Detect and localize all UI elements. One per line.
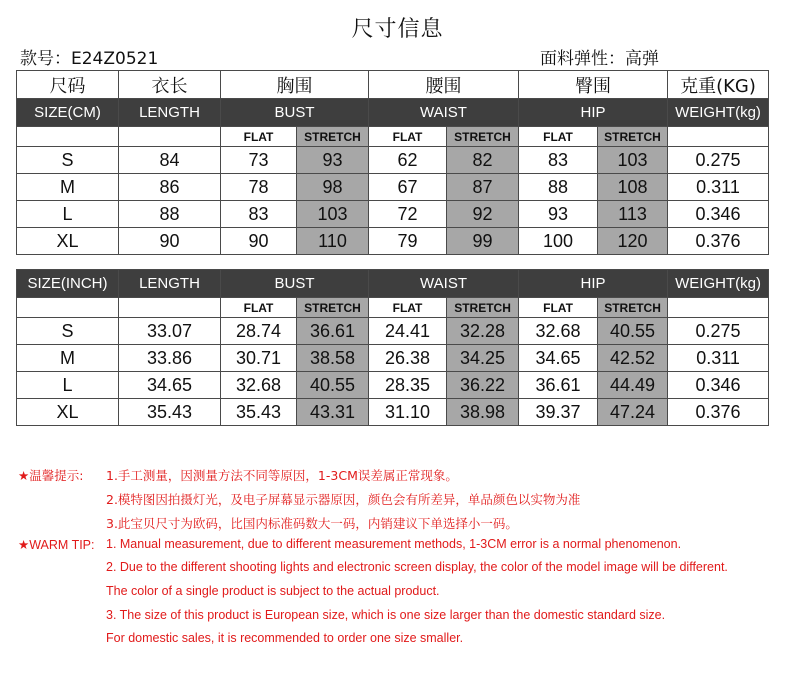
subheader-row xyxy=(17,298,769,318)
measurement-cell: 34.65 xyxy=(519,345,598,372)
measurement-cell: 83 xyxy=(519,147,598,174)
measurement-cell: 78 xyxy=(221,174,297,201)
measurement-cell: 83 xyxy=(221,201,297,228)
table-row xyxy=(17,372,769,399)
cn-header-hip: 臀围 xyxy=(519,71,668,99)
table-row xyxy=(17,228,769,255)
measurement-cell: 33.07 xyxy=(119,318,221,345)
header-size: SIZE(CM) xyxy=(17,99,119,127)
en-tip-line: 2. Due to the different shooting lights and electronic screen display, the color of the model image will be different. xyxy=(106,560,728,574)
fabric-elasticity: 面料弹性：高弹 xyxy=(540,49,659,69)
measurement-cell: 92 xyxy=(447,201,519,228)
header-length: LENGTH xyxy=(119,99,221,127)
cn-tip-line: 3.此宝贝尺寸为欧码，比国内标准码数大一码，内销建议下单选择小一码。 xyxy=(106,516,518,531)
measurement-cell: 73 xyxy=(221,147,297,174)
size-label-cell: XL xyxy=(17,399,119,426)
measurement-cell: 35.43 xyxy=(221,399,297,426)
size-label-cell: M xyxy=(17,174,119,201)
measurement-cell: 86 xyxy=(119,174,221,201)
header-weight: WEIGHT(kg) xyxy=(668,270,769,298)
measurement-cell: 88 xyxy=(119,201,221,228)
en-tip-line: For domestic sales, it is recommended to order one size smaller. xyxy=(106,631,464,645)
measurement-cell: 38.58 xyxy=(297,345,369,372)
measurement-cell: 98 xyxy=(297,174,369,201)
measurement-cell: 31.10 xyxy=(369,399,447,426)
measurement-cell: 30.71 xyxy=(221,345,297,372)
subheader-flat: FLAT xyxy=(369,298,447,318)
subheader-empty xyxy=(119,298,221,318)
measurement-cell: 35.43 xyxy=(119,399,221,426)
header-row xyxy=(17,99,769,127)
header-bust: BUST xyxy=(221,99,369,127)
size-label-cell: XL xyxy=(17,228,119,255)
measurement-cell: 84 xyxy=(119,147,221,174)
measurement-cell: 24.41 xyxy=(369,318,447,345)
en-tip-line: 1. Manual measurement, due to different measurement methods, 1-3CM error is a normal phenomenon. xyxy=(106,537,682,551)
subheader-empty xyxy=(17,298,119,318)
subheader-empty xyxy=(668,127,769,147)
en-tip-line: The color of a single product is subject to the actual product. xyxy=(106,584,440,598)
measurement-cell: 108 xyxy=(598,174,668,201)
table-row xyxy=(17,147,769,174)
table-row xyxy=(17,318,769,345)
table-row xyxy=(17,399,769,426)
measurement-cell: 62 xyxy=(369,147,447,174)
subheader-empty xyxy=(119,127,221,147)
cn-header-bust: 胸围 xyxy=(221,71,369,99)
measurement-cell: 103 xyxy=(598,147,668,174)
measurement-cell: 34.65 xyxy=(119,372,221,399)
measurement-cell: 47.24 xyxy=(598,399,668,426)
table-row xyxy=(17,345,769,372)
measurement-cell: 42.52 xyxy=(598,345,668,372)
measurement-cell: 36.61 xyxy=(519,372,598,399)
measurement-cell: 0.311 xyxy=(668,174,769,201)
measurement-cell: 87 xyxy=(447,174,519,201)
header-hip: HIP xyxy=(519,99,668,127)
measurement-cell: 0.376 xyxy=(668,228,769,255)
table-row xyxy=(17,174,769,201)
measurement-cell: 26.38 xyxy=(369,345,447,372)
subheader-flat: FLAT xyxy=(519,127,598,147)
cn-header-length: 衣长 xyxy=(119,71,221,99)
measurement-cell: 40.55 xyxy=(598,318,668,345)
measurement-cell: 39.37 xyxy=(519,399,598,426)
measurement-cell: 0.275 xyxy=(668,147,769,174)
page-title: 尺寸信息 xyxy=(351,17,444,42)
size-rows-inch xyxy=(17,318,769,426)
subheader-flat: FLAT xyxy=(221,127,297,147)
measurement-cell: 38.98 xyxy=(447,399,519,426)
measurement-cell: 110 xyxy=(297,228,369,255)
cn-header-waist: 腰围 xyxy=(369,71,519,99)
header-row xyxy=(17,270,769,298)
measurement-cell: 88 xyxy=(519,174,598,201)
measurement-cell: 0.376 xyxy=(668,399,769,426)
subheader-row xyxy=(17,127,769,147)
measurement-cell: 93 xyxy=(297,147,369,174)
measurement-cell: 113 xyxy=(598,201,668,228)
cn-tip-label: ★温馨提示: xyxy=(18,468,84,483)
measurement-cell: 40.55 xyxy=(297,372,369,399)
measurement-cell: 43.31 xyxy=(297,399,369,426)
subheader-stretch: STRETCH xyxy=(297,127,369,147)
measurement-cell: 32.68 xyxy=(221,372,297,399)
size-rows-cm xyxy=(17,147,769,255)
measurement-cell: 82 xyxy=(447,147,519,174)
measurement-cell: 99 xyxy=(447,228,519,255)
measurement-cell: 28.74 xyxy=(221,318,297,345)
measurement-cell: 32.28 xyxy=(447,318,519,345)
measurement-cell: 36.61 xyxy=(297,318,369,345)
measurement-cell: 72 xyxy=(369,201,447,228)
measurement-cell: 90 xyxy=(119,228,221,255)
size-label-cell: L xyxy=(17,372,119,399)
en-tip-label: ★WARM TIP: xyxy=(18,538,95,552)
measurement-cell: 44.49 xyxy=(598,372,668,399)
cn-tip-line: 2.模特图因拍摄灯光，及电子屏幕显示器原因，颜色会有所差异，单品颜色以实物为准 xyxy=(106,492,581,507)
header-length: LENGTH xyxy=(119,270,221,298)
header-weight: WEIGHT(kg) xyxy=(668,99,769,127)
table-row xyxy=(17,201,769,228)
en-tip-line: 3. The size of this product is European size, which is one size larger than the domestic standard size. xyxy=(106,608,666,622)
header-waist: WAIST xyxy=(369,270,519,298)
measurement-cell: 32.68 xyxy=(519,318,598,345)
header-waist: WAIST xyxy=(369,99,519,127)
measurement-cell: 36.22 xyxy=(447,372,519,399)
cn-header-weight: 克重(KG) xyxy=(668,71,769,99)
measurement-cell: 120 xyxy=(598,228,668,255)
measurement-cell: 67 xyxy=(369,174,447,201)
measurement-cell: 0.275 xyxy=(668,318,769,345)
measurement-cell: 0.346 xyxy=(668,372,769,399)
subheader-empty xyxy=(17,127,119,147)
measurement-cell: 79 xyxy=(369,228,447,255)
measurement-cell: 93 xyxy=(519,201,598,228)
size-label-cell: M xyxy=(17,345,119,372)
measurement-cell: 100 xyxy=(519,228,598,255)
measurement-cell: 34.25 xyxy=(447,345,519,372)
header-size: SIZE(INCH) xyxy=(17,270,119,298)
size-label-cell: L xyxy=(17,201,119,228)
header-bust: BUST xyxy=(221,270,369,298)
cn-tip-line: 1.手工测量，因测量方法不同等原因，1-3CM误差属正常现象。 xyxy=(106,468,458,483)
subheader-flat: FLAT xyxy=(369,127,447,147)
cn-header-row xyxy=(17,71,769,99)
cn-header-size: 尺码 xyxy=(17,71,119,99)
subheader-flat: FLAT xyxy=(519,298,598,318)
subheader-stretch: STRETCH xyxy=(598,127,668,147)
size-label-cell: S xyxy=(17,318,119,345)
subheader-stretch: STRETCH xyxy=(447,127,519,147)
subheader-stretch: STRETCH xyxy=(447,298,519,318)
style-number: 款号：E24Z0521 xyxy=(20,49,159,69)
size-table-inch xyxy=(16,269,769,426)
subheader-stretch: STRETCH xyxy=(297,298,369,318)
measurement-cell: 103 xyxy=(297,201,369,228)
measurement-cell: 0.346 xyxy=(668,201,769,228)
header-hip: HIP xyxy=(519,270,668,298)
size-label-cell: S xyxy=(17,147,119,174)
measurement-cell: 28.35 xyxy=(369,372,447,399)
measurement-cell: 0.311 xyxy=(668,345,769,372)
size-table-cm xyxy=(16,70,769,255)
measurement-cell: 33.86 xyxy=(119,345,221,372)
subheader-flat: FLAT xyxy=(221,298,297,318)
measurement-cell: 90 xyxy=(221,228,297,255)
subheader-empty xyxy=(668,298,769,318)
subheader-stretch: STRETCH xyxy=(598,298,668,318)
